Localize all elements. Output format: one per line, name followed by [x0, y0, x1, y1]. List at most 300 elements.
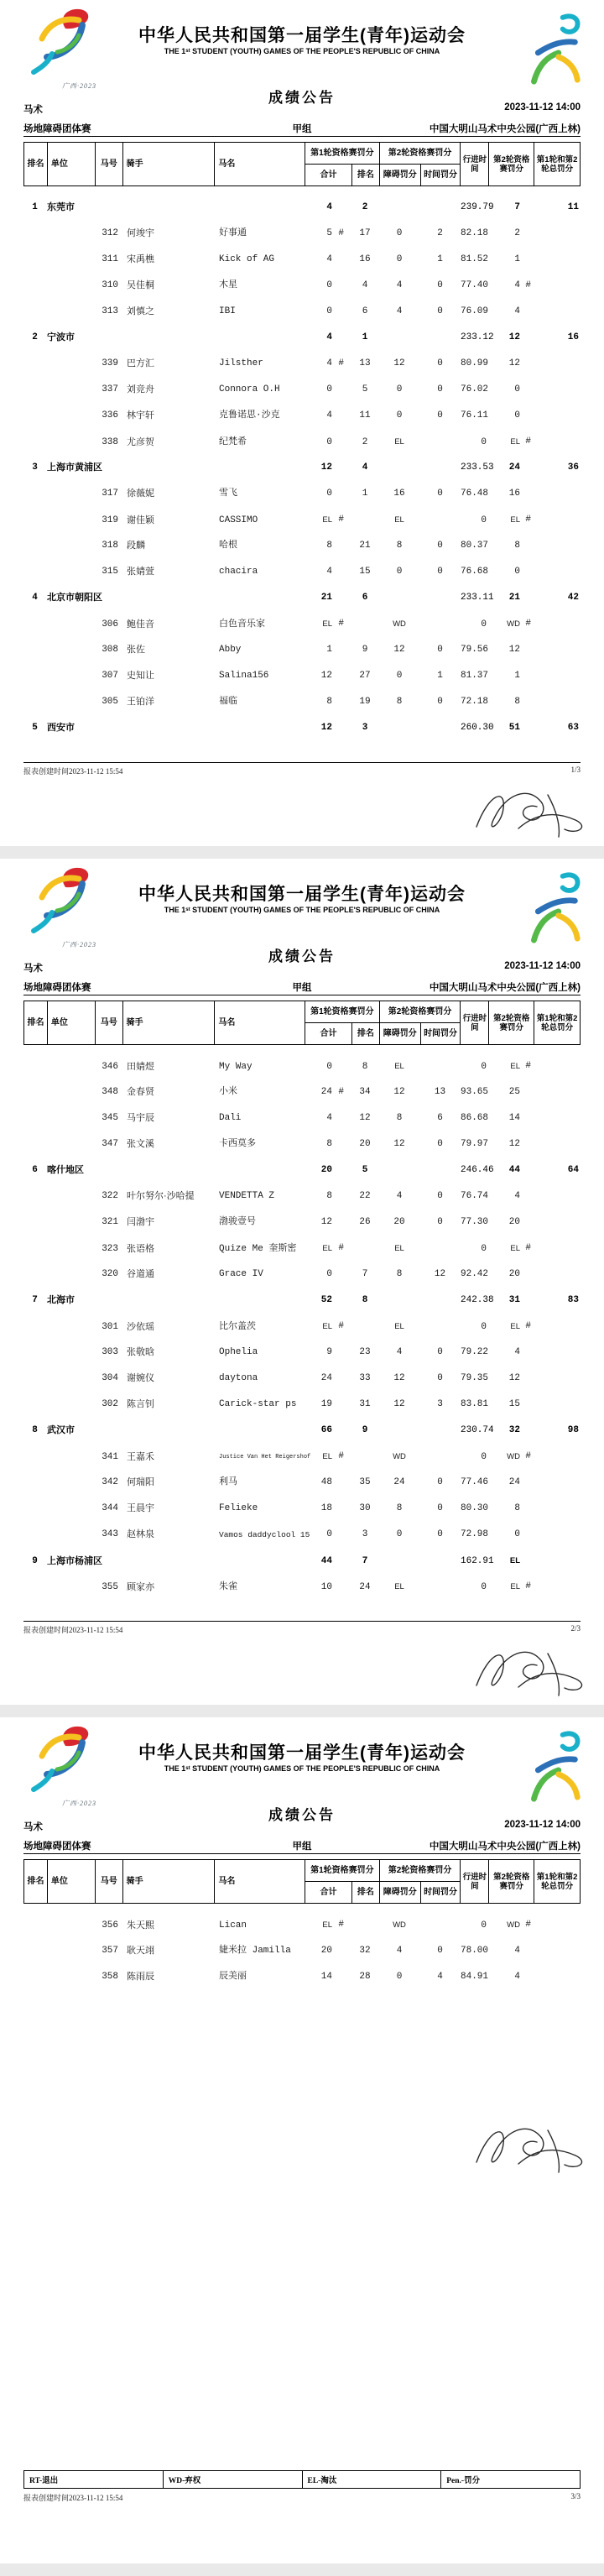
- rider-row: [23, 1079, 581, 1105]
- col-time: 行进时间: [460, 143, 488, 185]
- cell-ob: 4: [396, 1191, 403, 1201]
- cell-tm: 77.46: [461, 1477, 489, 1487]
- cell-tm: 0: [481, 619, 487, 630]
- cell-r2: EL #: [489, 1053, 534, 1080]
- cell-ob: EL: [394, 1062, 404, 1071]
- cell-ob: EL: [394, 437, 404, 447]
- cell-rk: 9: [362, 1425, 368, 1435]
- cell-rk: 26: [359, 1217, 371, 1227]
- cell-no: 315: [102, 567, 118, 577]
- cell-tp: 0: [437, 1191, 443, 1201]
- cell-rank: 2: [32, 332, 38, 342]
- cell-rk: 2: [362, 436, 368, 447]
- cell-rk: 6: [362, 593, 368, 603]
- cell-r2: 12: [508, 332, 520, 342]
- cell-unit: 喀什地区: [47, 1165, 84, 1175]
- col-horse: 马名: [214, 1001, 305, 1044]
- cell-tm: 239.79: [461, 202, 494, 212]
- cell-rk: 5: [362, 1165, 368, 1175]
- cell-tm: 79.97: [461, 1139, 489, 1149]
- cell-tm: 233.11: [461, 593, 494, 603]
- rider-row: [23, 1964, 581, 1990]
- rider-row: [23, 1183, 581, 1210]
- col-horse-no: 马号: [95, 143, 122, 185]
- rider-row: [23, 1210, 581, 1236]
- cell-tm: 0: [481, 1920, 487, 1931]
- cell-name: 吴佳桐: [127, 280, 154, 290]
- cell-no: 356: [102, 1920, 118, 1931]
- cell-tp: 4: [437, 1972, 443, 1982]
- bulletin-title: 成绩公告: [268, 90, 336, 106]
- cell-horse: chacira: [219, 567, 258, 577]
- cell-horse: Carick-star ps: [219, 1399, 297, 1409]
- cell-name: 尤彦贺: [127, 436, 154, 447]
- cell-c1: EL #: [305, 1912, 351, 1939]
- team-row: [23, 325, 581, 351]
- games-title-cn: 中华人民共和国第一届学生(青年)运动会: [138, 885, 466, 904]
- cell-no: 347: [102, 1139, 118, 1149]
- cell-horse: Lican: [219, 1920, 247, 1931]
- col-time: 行进时间: [460, 1860, 488, 1903]
- cell-no: 312: [102, 228, 118, 238]
- cell-tp: 0: [437, 1529, 443, 1539]
- cell-r2: 12: [508, 358, 520, 368]
- cell-tp: 6: [437, 1113, 443, 1123]
- cell-c1: 52: [320, 1295, 332, 1305]
- cell-tot: 63: [567, 723, 579, 733]
- cell-name: 王晨宇: [127, 1503, 154, 1513]
- cell-no: 322: [102, 1191, 118, 1201]
- event-datetime: 2023-11-12 14:00: [504, 961, 581, 971]
- rider-row: [23, 1262, 581, 1288]
- cell-tm: 76.11: [461, 410, 489, 421]
- cell-horse: Vamos daddyclool 15: [219, 1530, 310, 1539]
- cell-tm: 76.48: [461, 489, 489, 499]
- cell-rk: 6: [362, 306, 368, 316]
- cell-unit: 上海市杨浦区: [47, 1555, 102, 1566]
- cell-tm: 92.42: [461, 1269, 489, 1279]
- bulletin-title: 成绩公告: [268, 1807, 336, 1823]
- cell-tp: 0: [437, 1217, 443, 1227]
- cell-r2: 4: [514, 306, 520, 316]
- cell-no: 319: [102, 515, 118, 525]
- cell-c1: 4 #: [305, 351, 351, 377]
- sport-label: 马术: [23, 964, 43, 974]
- cell-horse: 白色音乐家: [219, 619, 265, 630]
- cell-rk: 27: [359, 671, 371, 681]
- cell-no: 301: [102, 1321, 118, 1332]
- cell-rank: 6: [32, 1165, 38, 1175]
- cell-rk: 7: [362, 1269, 368, 1279]
- col-total-penalty: 第1轮和第2轮总罚分: [534, 1860, 580, 1903]
- cell-name: 金春贤: [127, 1087, 154, 1097]
- cell-name: 谷道通: [127, 1269, 154, 1279]
- cell-tm: 79.56: [461, 645, 489, 655]
- rider-row: [23, 1522, 581, 1548]
- results-table-header: [23, 1001, 581, 1045]
- cell-horse: IBI: [219, 306, 236, 316]
- venue-label: 中国大明山马术中央公园(广西上林): [429, 1842, 581, 1852]
- cell-no: 307: [102, 671, 118, 681]
- cell-tm: 76.09: [461, 306, 489, 316]
- cell-name: 王嘉禾: [127, 1451, 154, 1462]
- cell-ob: 0: [396, 567, 403, 577]
- cell-tm: 242.38: [461, 1295, 494, 1305]
- cell-c1: 12: [320, 462, 332, 473]
- cell-c1: 24 #: [305, 1079, 351, 1105]
- cell-tot: 83: [567, 1295, 579, 1305]
- col-time: 行进时间: [460, 1001, 488, 1044]
- cell-r2: EL #: [489, 507, 534, 534]
- cell-name: 谢佳颖: [127, 515, 154, 525]
- discard-hash-mark: #: [525, 1243, 531, 1253]
- cell-tm: 76.02: [461, 384, 489, 394]
- col-unit: 单位: [47, 1001, 95, 1044]
- legend-item: EL-淘汰: [302, 2471, 441, 2488]
- col-rank: 排名: [27, 1877, 44, 1886]
- cell-c1: 0: [326, 1061, 332, 1072]
- rider-row: [23, 1470, 581, 1496]
- cell-c1: 66: [320, 1425, 332, 1435]
- cell-r2: 4: [514, 1972, 520, 1982]
- rider-row: [23, 1340, 581, 1366]
- sport-label: 马术: [23, 1822, 43, 1832]
- cell-rank: 8: [32, 1425, 38, 1435]
- cell-tp: 0: [437, 567, 443, 577]
- cell-c1: 20: [320, 1946, 332, 1956]
- cell-c1: 44: [320, 1555, 332, 1566]
- cell-name: 叶尔努尔·沙哈提: [127, 1191, 195, 1201]
- cell-r2: 2: [514, 228, 520, 238]
- discard-hash-mark: #: [525, 1920, 531, 1930]
- rider-row: [23, 1496, 581, 1522]
- cell-rk: 15: [359, 567, 371, 577]
- cell-r2: 24: [508, 462, 520, 473]
- cell-c1: 4: [326, 202, 332, 212]
- cell-r2: 15: [508, 1399, 520, 1409]
- cell-horse: 利马: [219, 1477, 237, 1487]
- cell-c1: 4: [326, 567, 332, 577]
- cell-name: 何瑞阳: [127, 1477, 154, 1487]
- cell-no: 337: [102, 384, 118, 394]
- cell-ob: 0: [396, 410, 403, 421]
- cell-horse: 克鲁诺思·沙克: [219, 410, 280, 421]
- cell-rk: 30: [359, 1503, 371, 1513]
- cell-rank: 1: [32, 202, 38, 212]
- cell-horse: Connora O.H: [219, 384, 280, 394]
- cell-tm: 0: [481, 1243, 487, 1254]
- cell-tp: 0: [437, 1347, 443, 1357]
- cell-rk: 28: [359, 1972, 371, 1982]
- cell-r2: 0: [514, 1529, 520, 1539]
- cell-tp: 3: [437, 1399, 443, 1409]
- rider-row: [23, 611, 581, 637]
- cell-rk: 17: [359, 228, 371, 238]
- cell-tm: 230.74: [461, 1425, 494, 1435]
- games-title-en: THE 1ˢᵗ STUDENT (YOUTH) GAMES OF THE PEOPLE'S REPUBLIC OF CHINA: [164, 47, 440, 55]
- rider-row: [23, 351, 581, 377]
- cell-rk: 19: [359, 697, 371, 707]
- cell-no: 305: [102, 697, 118, 707]
- cell-rk: 35: [359, 1477, 371, 1487]
- cell-ob: WD: [393, 1920, 406, 1930]
- cell-c1: 0: [326, 384, 332, 394]
- cell-r2: 51: [508, 723, 520, 733]
- cell-r2: 8: [514, 1503, 520, 1513]
- cell-c1: 0: [326, 280, 332, 290]
- cell-rank: 7: [32, 1295, 38, 1305]
- cell-horse: Grace IV: [219, 1269, 263, 1279]
- cell-c1: 4: [326, 332, 332, 342]
- cell-tm: 246.46: [461, 1165, 494, 1175]
- col-round2-group: 第2轮资格赛罚分 障碍罚分 时间罚分: [379, 1860, 461, 1903]
- cell-r2: WD #: [489, 1912, 534, 1939]
- cell-name: 鲍佳音: [127, 619, 154, 630]
- cell-rk: 5: [362, 384, 368, 394]
- team-row: [23, 1418, 581, 1444]
- cell-c1: 4: [326, 1113, 332, 1123]
- cell-c1: 14: [320, 1972, 332, 1982]
- group-label: 甲组: [292, 983, 312, 993]
- cell-horse: Dali: [219, 1113, 242, 1123]
- cell-horse: Quize Me 奎斯密: [219, 1243, 297, 1254]
- cell-r2: 4 #: [489, 273, 534, 299]
- cell-horse: 雪飞: [219, 489, 237, 499]
- cell-name: 朱天熙: [127, 1920, 154, 1931]
- cell-tm: 81.37: [461, 671, 489, 681]
- cell-horse: Kick of AG: [219, 254, 275, 264]
- cell-tp: 0: [437, 280, 443, 290]
- discard-hash-mark: #: [338, 619, 344, 629]
- cell-r2: 12: [508, 1139, 520, 1149]
- cell-name: 何竣宇: [127, 228, 154, 238]
- team-row: [23, 585, 581, 611]
- cell-ob: 12: [393, 1373, 405, 1383]
- cell-name: 马宇辰: [127, 1113, 154, 1123]
- sport-pictogram-icon: [513, 7, 587, 95]
- col-total-penalty: 第1轮和第2轮总罚分: [534, 143, 580, 185]
- team-row: [23, 1548, 581, 1574]
- discard-hash-mark: #: [525, 1321, 531, 1331]
- rider-row: [23, 1938, 581, 1964]
- cell-name: 宋禹樵: [127, 254, 154, 264]
- cell-tot: 36: [567, 462, 579, 473]
- cell-tm: 162.91: [461, 1555, 494, 1566]
- cell-no: 336: [102, 410, 118, 421]
- cell-horse: 渤骏壹号: [219, 1217, 256, 1227]
- cell-r2: 1: [514, 254, 520, 264]
- rider-row: [23, 273, 581, 299]
- cell-tp: 1: [437, 254, 443, 264]
- cell-r2: 21: [508, 593, 520, 603]
- rider-row: [23, 1574, 581, 1600]
- cell-tp: 0: [437, 489, 443, 499]
- col-round2-group: 第2轮资格赛罚分 障碍罚分 时间罚分: [379, 1001, 461, 1044]
- cell-rk: 11: [359, 410, 371, 421]
- cell-rk: 23: [359, 1347, 371, 1357]
- cell-c1: 8: [326, 1139, 332, 1149]
- discard-hash-mark: #: [338, 1920, 344, 1930]
- discard-hash-mark: #: [338, 228, 344, 238]
- cell-rk: 1: [362, 332, 368, 342]
- cell-horse: 哈根: [219, 541, 237, 551]
- cell-r2: 7: [514, 202, 520, 212]
- signature: [460, 776, 602, 846]
- results-rows: [23, 1053, 581, 1600]
- cell-ob: 20: [393, 1217, 405, 1227]
- cell-ob: EL: [394, 1322, 404, 1331]
- cell-r2: 32: [508, 1425, 520, 1435]
- cell-c1: 0: [326, 306, 332, 316]
- cell-name: 张敬晗: [127, 1347, 154, 1357]
- col-horse: 马名: [214, 143, 305, 185]
- cell-r2: 12: [508, 645, 520, 655]
- cell-c1: 0: [326, 436, 332, 447]
- sport-label: 马术: [23, 105, 43, 115]
- cell-c1: 19: [320, 1399, 332, 1409]
- cell-tot: 64: [567, 1165, 579, 1175]
- discard-hash-mark: #: [338, 1321, 344, 1331]
- col-rider: 骑手: [122, 143, 215, 185]
- rider-row: [23, 663, 581, 689]
- discard-hash-mark: #: [338, 1451, 344, 1461]
- cell-tp: 0: [437, 1139, 443, 1149]
- cell-c1: 18: [320, 1503, 332, 1513]
- cell-rank: 3: [32, 462, 38, 473]
- col-rank: 排名: [27, 1018, 44, 1027]
- report-created-time: 报表创建时间2023-11-12 15:54: [23, 1626, 123, 1634]
- rider-row: [23, 507, 581, 533]
- col-horse: 马名: [214, 1860, 305, 1903]
- cell-tm: 77.30: [461, 1217, 489, 1227]
- discard-hash-mark: #: [525, 619, 531, 629]
- cell-tp: 0: [437, 410, 443, 421]
- cell-horse: 婕米拉 Jamilla: [219, 1946, 291, 1956]
- cell-no: 313: [102, 306, 118, 316]
- footer-rule: [23, 1621, 581, 1622]
- cell-tm: 0: [481, 1581, 487, 1592]
- cell-tm: 0: [481, 436, 487, 447]
- cell-horse: 小米: [219, 1087, 237, 1097]
- results-rows: [23, 1912, 581, 1990]
- cell-tm: 0: [481, 1321, 487, 1332]
- cell-tm: 260.30: [461, 723, 494, 733]
- cell-r2: EL #: [489, 1574, 534, 1601]
- cell-name: 张语格: [127, 1243, 154, 1254]
- rider-row: [23, 377, 581, 403]
- bulletin-title: 成绩公告: [268, 948, 336, 964]
- cell-r2: 4: [514, 1191, 520, 1201]
- cell-c1: 12: [320, 671, 332, 681]
- cell-unit: 宁波市: [47, 332, 75, 342]
- cell-c1: 12: [320, 723, 332, 733]
- rider-row: [23, 1444, 581, 1470]
- cell-horse: 朱雀: [219, 1581, 237, 1592]
- rider-row: [23, 559, 581, 585]
- cell-c1: 8: [326, 541, 332, 551]
- cell-name: 张文溪: [127, 1139, 154, 1149]
- cell-c1: EL #: [305, 1444, 351, 1471]
- cell-rank: 9: [32, 1555, 38, 1566]
- cell-c1: 10: [320, 1581, 332, 1592]
- cell-no: 321: [102, 1217, 118, 1227]
- cell-c1: 5 #: [305, 221, 351, 247]
- emblem-caption: 广西·2023: [62, 1800, 96, 1807]
- cell-rk: 9: [362, 645, 368, 655]
- cell-horse: Abby: [219, 645, 242, 655]
- legend-item: RT-退出: [29, 2477, 59, 2485]
- cell-rk: 8: [362, 1295, 368, 1305]
- cell-tm: 0: [481, 1061, 487, 1072]
- cell-r2: EL #: [489, 1314, 534, 1340]
- cell-horse: 木星: [219, 280, 237, 290]
- cell-name: 陈言钊: [127, 1399, 154, 1409]
- cell-horse: My Way: [219, 1061, 253, 1072]
- cell-ob: 4: [396, 1946, 403, 1956]
- cell-tot: 11: [567, 202, 579, 212]
- cell-name: 巴方汇: [127, 358, 154, 368]
- cell-rk: 32: [359, 1946, 371, 1956]
- cell-tm: 93.65: [461, 1087, 489, 1097]
- cell-ob: 12: [393, 358, 405, 368]
- col-round2-group: 第2轮资格赛罚分 障碍罚分 时间罚分: [379, 143, 461, 185]
- cell-c1: 0: [326, 489, 332, 499]
- cell-r2: 0: [514, 410, 520, 421]
- team-row: [23, 715, 581, 741]
- results-page-2: [0, 859, 604, 1705]
- results-page-1: [0, 0, 604, 846]
- discard-hash-mark: #: [525, 280, 531, 290]
- col-round2-penalty: 第2轮资格赛罚分: [488, 1860, 534, 1903]
- cell-tp: 0: [437, 1373, 443, 1383]
- cell-tm: 84.91: [461, 1972, 489, 1982]
- games-emblem-logo: [23, 1721, 99, 1805]
- cell-no: 355: [102, 1581, 118, 1592]
- event-name: 场地障碍团体赛: [23, 983, 91, 993]
- cell-c1: 9: [326, 1347, 332, 1357]
- cell-c1: 1: [326, 645, 332, 655]
- cell-no: 318: [102, 541, 118, 551]
- header-rule: [23, 1853, 581, 1854]
- games-title-en: THE 1ˢᵗ STUDENT (YOUTH) GAMES OF THE PEOPLE'S REPUBLIC OF CHINA: [164, 1764, 440, 1773]
- cell-ob: 4: [396, 280, 403, 290]
- cell-c1: 0: [326, 1269, 332, 1279]
- cell-rk: 16: [359, 254, 371, 264]
- page-number: 1/3: [570, 765, 581, 774]
- cell-no: 341: [102, 1451, 118, 1462]
- col-total-penalty: 第1轮和第2轮总罚分: [534, 1001, 580, 1044]
- cell-tm: 76.68: [461, 567, 489, 577]
- cell-rk: 8: [362, 1061, 368, 1072]
- games-title-cn: 中华人民共和国第一届学生(青年)运动会: [138, 1743, 466, 1763]
- results-rows: [23, 195, 581, 741]
- cell-no: 308: [102, 645, 118, 655]
- rider-row: [23, 429, 581, 455]
- cell-name: 耿天翊: [127, 1946, 154, 1956]
- cell-name: 陈雨辰: [127, 1972, 154, 1982]
- col-rank: 排名: [27, 159, 44, 169]
- rider-row: [23, 1053, 581, 1079]
- cell-ob: 8: [396, 1113, 403, 1123]
- results-table-header: [23, 1859, 581, 1904]
- cell-c1: 24: [320, 1373, 332, 1383]
- cell-ob: EL: [394, 1582, 404, 1591]
- cell-name: 张婧萱: [127, 567, 154, 577]
- cell-tm: 81.52: [461, 254, 489, 264]
- cell-tm: 233.53: [461, 462, 494, 473]
- cell-rk: 34: [359, 1087, 371, 1097]
- cell-no: 343: [102, 1529, 118, 1539]
